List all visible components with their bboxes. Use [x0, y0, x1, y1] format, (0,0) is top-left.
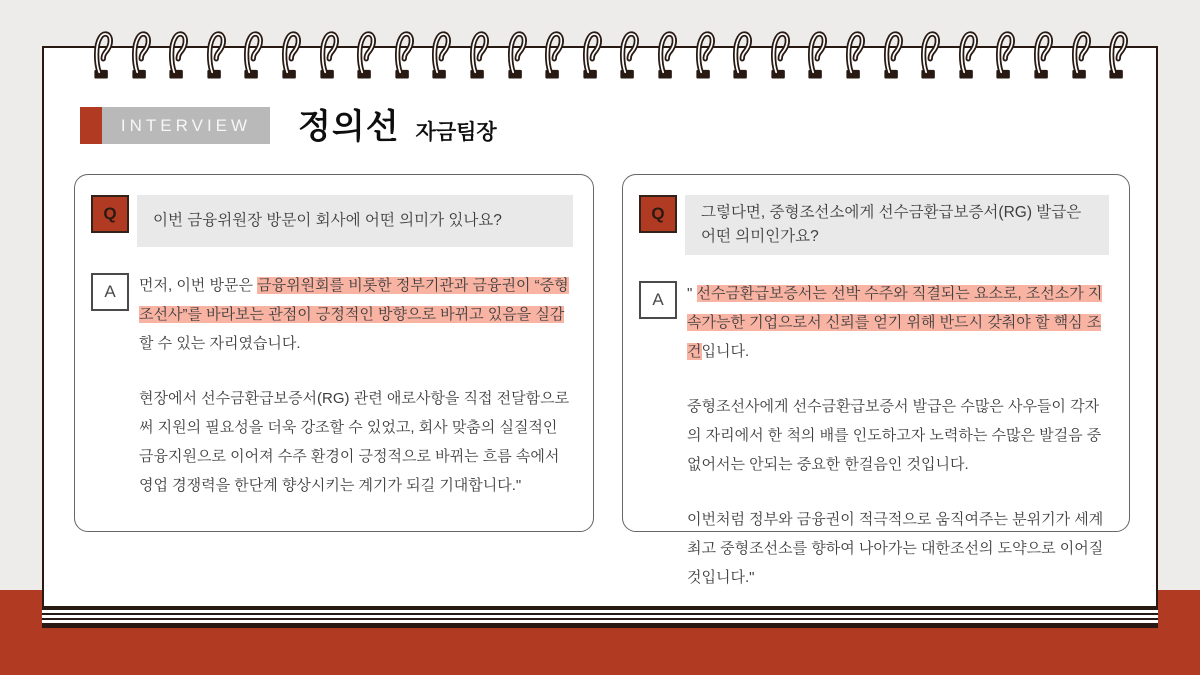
spiral-ring-icon [205, 29, 229, 79]
plain-text: 먼저, 이번 방문은 [139, 277, 258, 294]
interviewee-name: 정의선 [298, 108, 400, 146]
spiral-ring-icon [882, 29, 906, 79]
question-badge: Q [91, 195, 129, 233]
spiral-ring-icon [355, 29, 379, 79]
question-text: 이번 금융위원장 방문이 회사에 어떤 의미가 있나요? [137, 195, 573, 247]
spiral-ring-icon [130, 29, 154, 79]
answer-paragraph [687, 279, 1109, 366]
spiral-ring-icon [167, 29, 191, 79]
answer-badge: A [639, 281, 677, 319]
spiral-ring-icon [280, 29, 304, 79]
plain-text: 중형조선사에게 선수금환급보증서 발급은 수많은 사우들이 각자의 자리에서 한 척의 배를 인도하고자 노력하는 수많은 발걸음 중 없어서는 안되는 중요한 한걸음인 것입니다. [687, 398, 1102, 473]
spiral-binding [44, 29, 1156, 79]
answer-text [687, 279, 1109, 592]
spiral-ring-icon [694, 29, 718, 79]
accent-chip [80, 107, 102, 144]
interviewee [298, 107, 497, 144]
spiral-ring-icon [1107, 29, 1131, 79]
spiral-ring-icon [769, 29, 793, 79]
spiral-ring-icon [731, 29, 755, 79]
spiral-ring-icon [1070, 29, 1094, 79]
plain-text: 입니다. [701, 343, 750, 360]
answer-paragraph [139, 271, 573, 358]
plain-text: 현장에서 선수금환급보증서(RG) 관련 애로사항을 직접 전달함으로써 지원의 필요성을 더욱 강조할 수 있었고, 회사 맞춤의 실질적인 금융지원으로 이어져 수주 환경이 긍정적으로 바뀌는 흐름 속에서 영업 경쟁력을 한단계 향상시키는 계기가 되길 기대합니다." [139, 390, 570, 494]
slide-header [80, 107, 497, 144]
spiral-ring-icon [430, 29, 454, 79]
qa-card-right [622, 174, 1130, 586]
answer-paragraph [687, 392, 1109, 479]
spiral-ring-icon [543, 29, 567, 79]
highlighted-text: 금융위원회를 비롯한 정부기관과 금융권이 “중형조선사”를 바라보는 관점이 긍정적인 방향으로 바뀌고 있음을 실감 [139, 277, 569, 323]
question-row [639, 195, 1109, 255]
spiral-ring-icon [994, 29, 1018, 79]
spiral-ring-icon [468, 29, 492, 79]
answer-paragraph [687, 505, 1109, 592]
spiral-ring-icon [242, 29, 266, 79]
spiral-ring-icon [806, 29, 830, 79]
spiral-ring-icon [844, 29, 868, 79]
qa-card-left [74, 174, 594, 532]
spiral-ring-icon [581, 29, 605, 79]
spiral-ring-icon [393, 29, 417, 79]
plain-text: 이번처럼 정부와 금융권이 적극적으로 움직여주는 분위기가 세계 최고 중형조선소를 향하여 나아가는 대한조선의 도약으로 이어질 것입니다." [687, 511, 1104, 586]
interviewee-role: 자금팀장 [415, 121, 497, 144]
spiral-ring-icon [957, 29, 981, 79]
spiral-ring-icon [318, 29, 342, 79]
highlighted-text: 선수금환급보증서는 선박 수주와 직결되는 요소로, 조선소가 지속가능한 기업으로서 신뢰를 얻기 위해 반드시 갖춰야 할 핵심 조건 [687, 285, 1103, 360]
spiral-ring-icon [1032, 29, 1056, 79]
answer-badge: A [91, 273, 129, 311]
plain-text: " [687, 285, 697, 302]
plain-text: 할 수 있는 자리였습니다. [139, 335, 301, 352]
answer-text [139, 271, 573, 500]
page-stack-edges [42, 608, 1158, 628]
answer-paragraph [139, 384, 573, 500]
spiral-ring-icon [92, 29, 116, 79]
spiral-ring-icon [506, 29, 530, 79]
spiral-ring-icon [919, 29, 943, 79]
interview-tag: INTERVIEW [102, 107, 270, 144]
spiral-ring-icon [656, 29, 680, 79]
notebook-page [42, 46, 1158, 608]
spiral-ring-icon [618, 29, 642, 79]
answer-row [639, 279, 1109, 592]
question-text: 그렇다면, 중형조선소에게 선수금환급보증서(RG) 발급은 어떤 의미인가요? [685, 195, 1109, 255]
question-row [91, 195, 573, 247]
question-badge: Q [639, 195, 677, 233]
answer-row [91, 271, 573, 500]
